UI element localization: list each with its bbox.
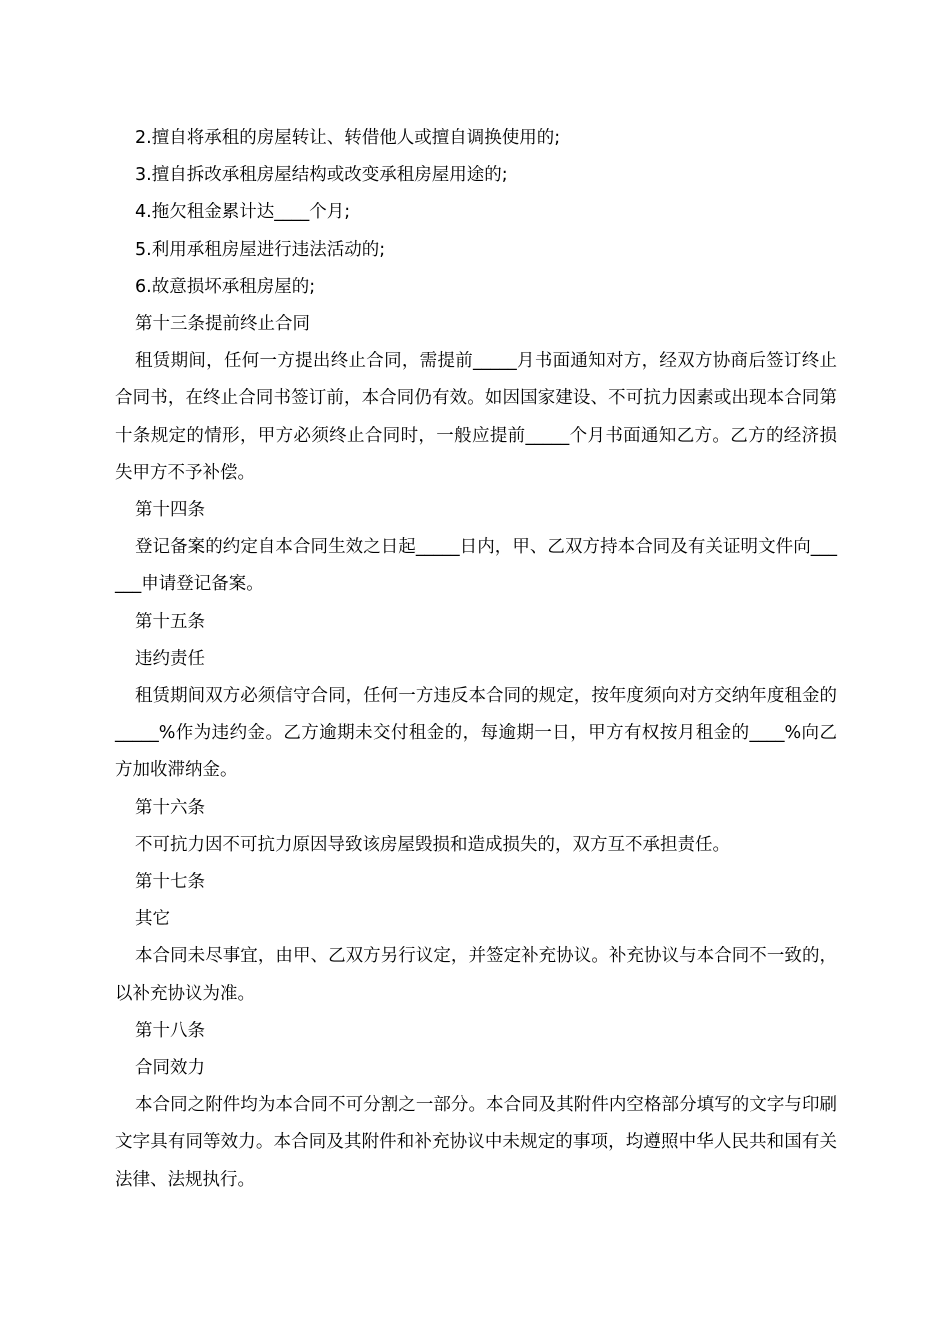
article-15-subtitle: 违约责任 <box>135 648 205 669</box>
article-18-subtitle: 合同效力 <box>135 1058 205 1079</box>
article-16-body: 不可抗力因不可抗力原因导致该房屋毁损和造成损失的，双方互不承担责任。 <box>135 834 730 855</box>
article-13-body: 租赁期间，任何一方提出终止合同，需提前_____月书面通知对方，经双方协商后签订终止合同书，在终止合同书签订前，本合同仍有效。如因国家建设、不可抗力因素或出现本合同第十条规定的情形，甲方必须终止合同时，一般应提前_____个月书面通知乙方。乙方的经济损失甲方不予补偿。 <box>115 351 837 483</box>
clause-item-5: 5.利用承租房屋进行违法活动的; <box>135 239 386 260</box>
clause-item-3: 3.擅自拆改承租房屋结构或改变承租房屋用途的; <box>135 165 508 186</box>
article-16-heading: 第十六条 <box>135 797 205 818</box>
document-body <box>115 120 837 1199</box>
article-13-heading: 第十三条提前终止合同 <box>135 314 310 335</box>
article-14-body: 登记备案的约定自本合同生效之日起_____日内，甲、乙双方持本合同及有关证明文件向______申请登记备案。 <box>115 537 837 595</box>
article-17-body: 本合同未尽事宜，由甲、乙双方另行议定，并签定补充协议。补充协议与本合同不一致的，以补充协议为准。 <box>115 946 837 1004</box>
article-18-body: 本合同之附件均为本合同不可分割之一部分。本合同及其附件内空格部分填写的文字与印刷文字具有同等效力。本合同及其附件和补充协议中未规定的事项，均遵照中华人民共和国有关法律、法规执行。 <box>115 1095 837 1190</box>
article-14-heading: 第十四条 <box>135 500 205 521</box>
article-17-heading: 第十七条 <box>135 872 205 893</box>
clause-item-6: 6.故意损坏承租房屋的; <box>135 276 316 297</box>
clause-item-2: 2.擅自将承租的房屋转让、转借他人或擅自调换使用的; <box>135 128 561 148</box>
article-17-subtitle: 其它 <box>135 909 170 930</box>
article-15-body: 租赁期间双方必须信守合同，任何一方违反本合同的规定，按年度须向对方交纳年度租金的_____%作为违约金。乙方逾期未交付租金的，每逾期一日，甲方有权按月租金的____%向乙方加收滞纳金。 <box>115 686 837 781</box>
article-18-heading: 第十八条 <box>135 1020 205 1041</box>
article-15-heading: 第十五条 <box>135 611 205 632</box>
clause-item-4: 4.拖欠租金累计达____个月; <box>135 202 351 223</box>
